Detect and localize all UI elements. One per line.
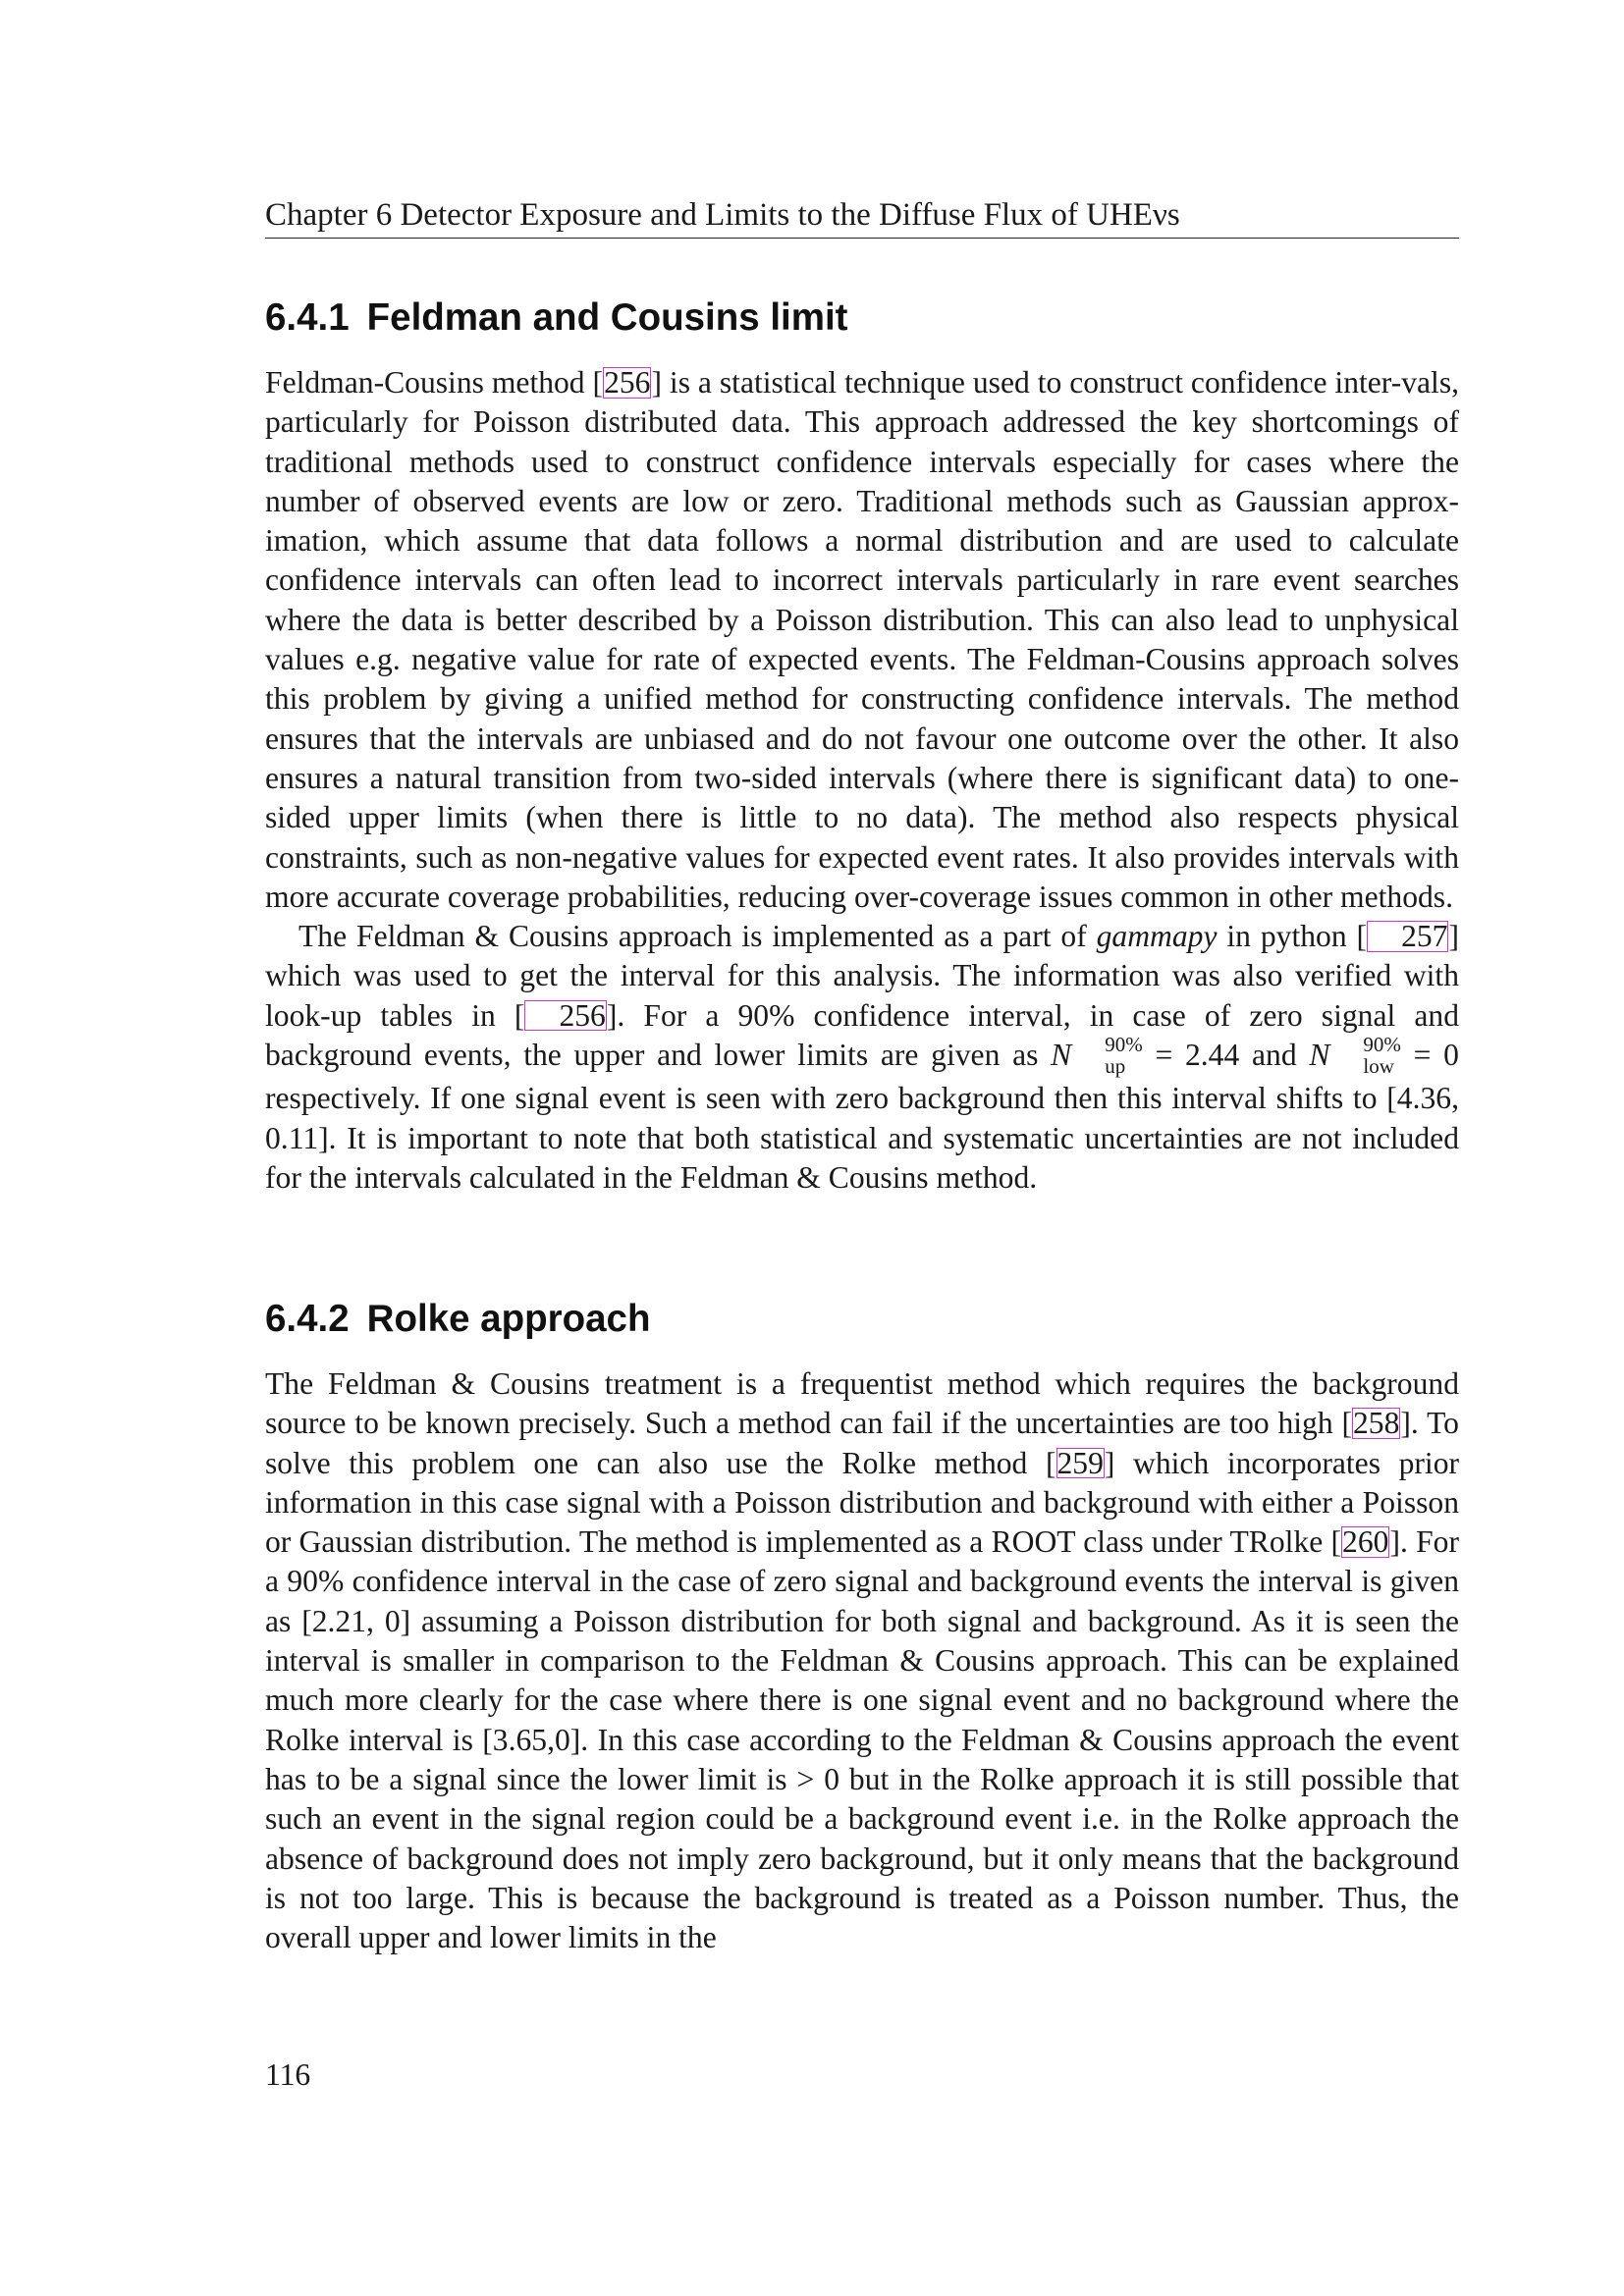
math-superscript: 90% (1363, 1033, 1401, 1057)
paragraph: The Feldman & Cousins treatment is a frequentist method which requires the background source to be known precisely. Such a method can fail if the uncertainties are too high [258]. To solve this problem one can also use the Rolke method [259] which incorporates prior information in this case signal with a Poisson distribution and background with either a Poisson or Gaussian distribution. The method is implemented as a ROOT class under TRolke [260]. For a 90% confidence interval in the case of zero signal and background events the interval is given as [2.21, 0] assuming a Poisson distribution for both signal and background. As it is seen the interval is smaller in comparison to the Feldman & Cousins approach. This can be explained much more clearly for the case where there is one signal event and no background where the Rolke interval is [3.65,0]. In this case according to the Feldman & Cousins approach the event has to be a signal since the lower limit is > 0 but in the Rolke approach it is still possible that such an event in the signal region could be a background event i.e. in the Rolke approach the absence of background does not imply zero background, but it only means that the background is not too large. This is because the background is treated as a Poisson number. Thus, the overall upper and lower limits in the (265, 1366, 1460, 1955)
section-title: Feldman and Cousins limit (366, 296, 848, 339)
page-number: 116 (265, 2057, 311, 2092)
math-n-low (1309, 1033, 1401, 1079)
software-name: gammapy (1096, 919, 1218, 954)
section-feldman-cousins (265, 294, 1459, 1198)
text-run: which was used to get the interval for this analysis. The information was also verified with look-up tables in (265, 958, 1459, 1033)
paragraph: Feldman-Cousins method [256] is a statistical technique used to construct confidence inter-vals, particularly for Poisson distributed data. This approach addressed the key shortcomings of traditional methods used to construct confidence intervals especially for cases where the number of observed events are low or zero. Traditional methods such as Gaussian approx-imation, which assume that data follows a normal distribution and are used to calculate confidence intervals can often lead to incorrect intervals particularly in rare event searches where the data is better described by a Poisson distribution. This can also lead to unphysical values e.g. negative value for rate of expected events. The Feldman-Cousins approach solves this problem by giving a unified method for constructing confidence intervals. The method ensures that the intervals are unbiased and do not favour one outcome over the other. It also ensures a natural transition from two-sided intervals (where there is significant data) to one-sided upper limits (when there is little to no data). The method also respects physical constraints, such as non-negative values for expected event rates. It also provides intervals with more accurate coverage probabilities, reducing over-coverage issues common in other methods. (265, 365, 1460, 914)
citation-link[interactable]: 257 (1367, 921, 1448, 952)
paragraph: The Feldman & Cousins approach is implemented as a part of gammapy in python [ 257] which was used to get the interval for this analysis. The information was also verified with look-up tables in [ 256]. For a 90% confidence interval, in case of zero signal and background events, the upper and lower limits are given as N 90% up = 2.44 and N 90% low = 0 respectively. If one signal event is seen with zero background then this interval shifts to [4.36, 0.11]. It is important to note that both statistical and systematic uncertainties are not included for the intervals calculated in the Feldman & Cousins method. (265, 919, 1460, 1195)
math-subscript: up (1105, 1054, 1126, 1079)
math-symbol: N (1051, 1038, 1072, 1073)
text-run: which incorporates prior information in this case signal with a Poisson distribution and background with either a Poisson or Gaussian distribution. The method is implemented as a ROOT class under TRolke (265, 1445, 1460, 1560)
citation-link[interactable]: 260 (1342, 1524, 1389, 1560)
text-run: The Feldman & Cousins treatment is a frequentist method which requires the background source to be known precisely. Such a method can fail if the uncertainties are too high (265, 1366, 1459, 1441)
running-head: Chapter 6 Detector Exposure and Limits to the Diffuse Flux of UHEνs (265, 194, 1459, 239)
text-run: in python (1217, 919, 1357, 954)
section-number: 6.4.1 (265, 296, 350, 339)
text-run: . To solve this problem one can also use the Rolke method (265, 1406, 1459, 1480)
section-title: Rolke approach (366, 1298, 651, 1340)
text-run: = 2.44 and (1142, 1038, 1310, 1073)
text-run: Feldman-Cousins method (265, 365, 593, 400)
citation-link[interactable]: 259 (1056, 1445, 1104, 1480)
section-rolke (265, 1296, 1459, 1957)
math-subscript: low (1363, 1054, 1394, 1079)
citation-link[interactable]: 256 (604, 365, 651, 400)
citation-link[interactable]: 256 (524, 1000, 606, 1032)
text-run: is a statistical technique used to construct confidence inter-vals, particularly for Poisson distributed data. This approach addressed the key shortcomings of traditional methods used to construct confidence intervals especially for cases where the number of observed events are low or zero. Traditional methods such as Gaussian approx-imation, which assume that data follows a normal distribution and are used to calculate confidence intervals can often lead to incorrect intervals particularly in rare event searches where the data is better described by a Poisson distribution. This can also lead to unphysical values e.g. negative value for rate of expected events. The Feldman-Cousins approach solves this problem by giving a unified method for constructing confidence intervals. The method ensures that the intervals are unbiased and do not favour one outcome over the other. It also ensures a natural transition from two-sided intervals (where there is significant data) to one-sided upper limits (when there is little to no data). The method also respects physical constraints, such as non-negative values for expected event rates. It also provides intervals with more accurate coverage probabilities, reducing over-coverage issues common in other methods. (265, 365, 1460, 914)
section-heading (265, 294, 1459, 342)
text-run: . For a 90% confidence interval in the case of zero signal and background events the interval is given as [2.21, 0] assuming a Poisson distribution for both signal and background. As it is seen the interval is smaller in comparison to the Feldman & Cousins approach. This can be explained much more clearly for the case where there is one signal event and no background where the Rolke interval is [3.65,0]. In this case according to the Feldman & Cousins approach the event has to be a signal since the lower limit is > 0 but in the Rolke approach it is still possible that such an event in the signal region could be a background event i.e. in the Rolke approach the absence of background does not imply zero background, but it only means that the background is not too large. This is because the background is treated as a Poisson number. Thus, the overall upper and lower limits in the (265, 1524, 1459, 1955)
section-heading (265, 1296, 1459, 1343)
citation-link[interactable]: 258 (1353, 1406, 1400, 1441)
math-n-up (1051, 1033, 1143, 1079)
text-run: The Feldman & Cousins approach is implemented as a part of (298, 919, 1097, 954)
text-run: . For a 90% confidence interval, in case of zero signal and background events, the upper and lower limits are given as (265, 997, 1460, 1073)
text-run: = 0 respectively. If one signal event is seen with zero background then this interval shifts to [4.36, 0.11]. It is important to note that both statistical and systematic uncertainties are not included for the intervals calculated in the Feldman & Cousins method. (265, 1038, 1459, 1195)
math-symbol: N (1309, 1038, 1330, 1073)
math-superscript: 90% (1105, 1033, 1143, 1057)
section-number: 6.4.2 (265, 1298, 350, 1340)
